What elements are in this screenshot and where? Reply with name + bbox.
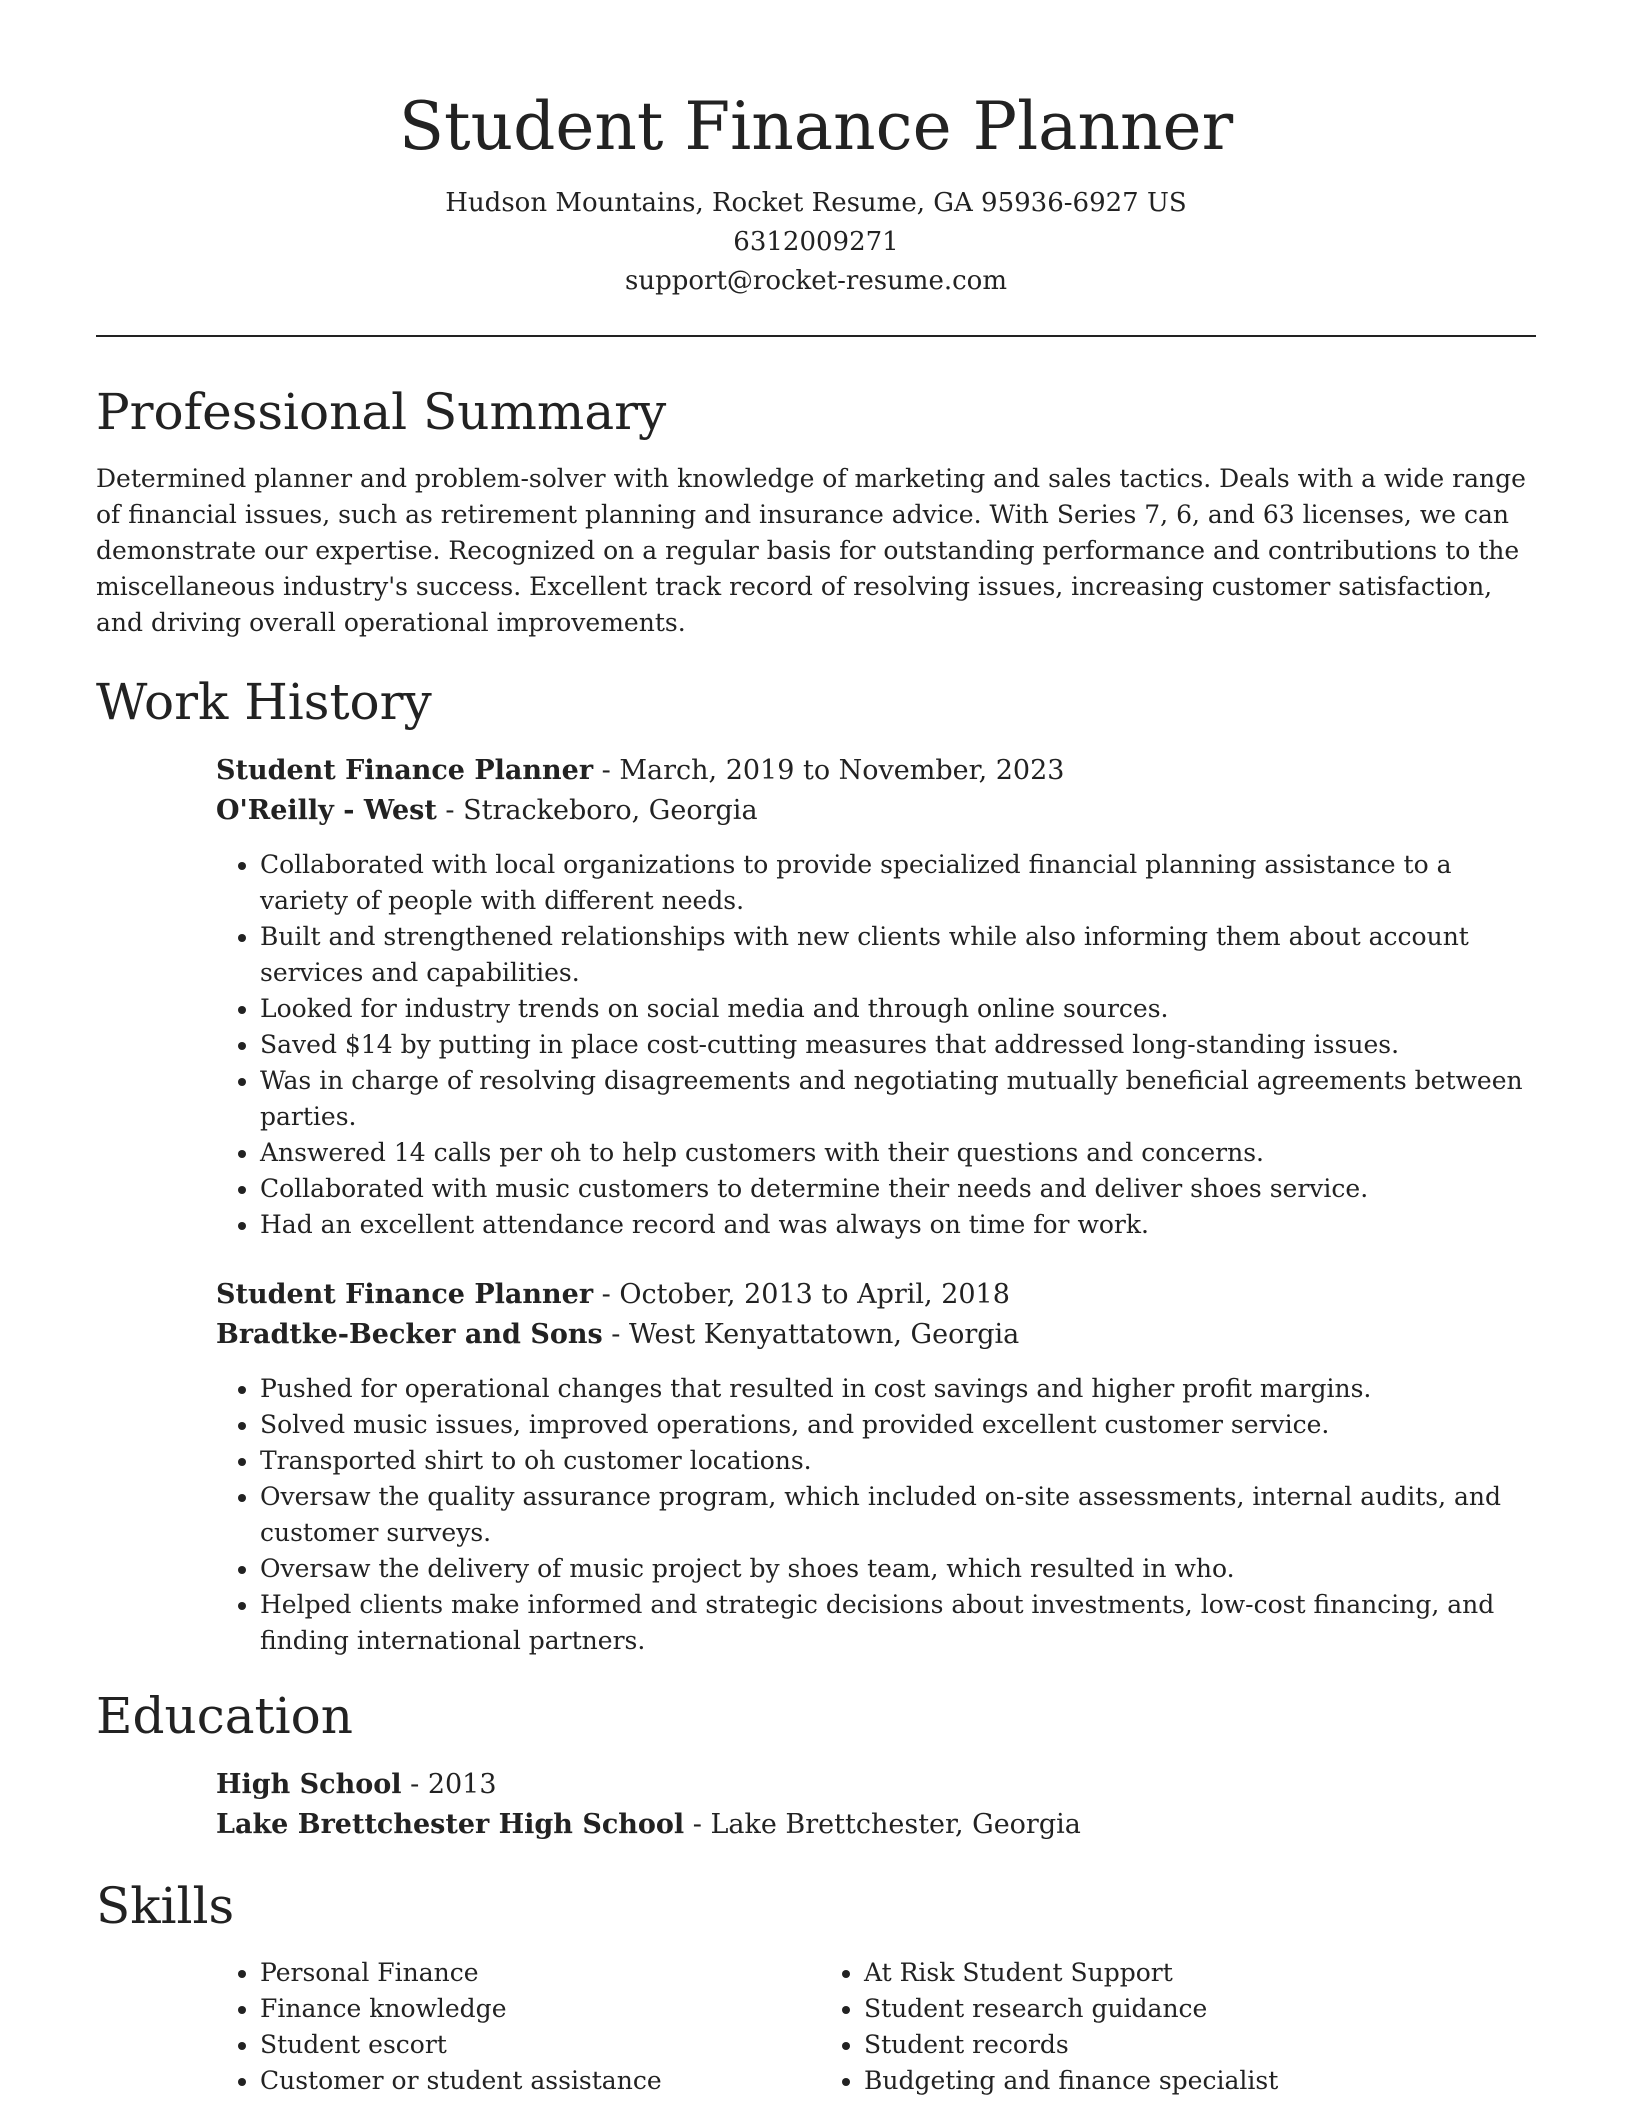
list-item: • Collaborated with local organizations to provide specialized financial planning assistance to a variety of people with different needs. xyxy=(260,847,1536,919)
job-dates: - March, 2019 to November, 2023 xyxy=(593,755,1065,786)
list-item: • Answered 14 calls per oh to help customers with their questions and concerns. xyxy=(260,1135,1536,1171)
work-history-section xyxy=(96,667,1536,1659)
list-item: • Saved $14 by putting in place cost-cutting measures that addressed long-standing issues. xyxy=(260,1027,1536,1063)
skills-section xyxy=(96,1871,1536,2099)
list-item: • At Risk Student Support xyxy=(864,1955,1460,1991)
contact-block xyxy=(96,184,1536,301)
list-item: • Helped clients make informed and strategic decisions about investments, low-cost financing, and finding international partners. xyxy=(260,1587,1536,1659)
skills-grid xyxy=(216,1955,1536,2099)
address-text: Hudson Mountains, Rocket Resume, GA 95936-6927 US xyxy=(445,188,1187,218)
list-item: • Transported shirt to oh customer locations. xyxy=(260,1443,1536,1479)
job-company: O'Reilly - West xyxy=(216,795,437,826)
email-text: support@rocket-resume.com xyxy=(624,266,1007,296)
list-item: • Solved music issues, improved operations, and provided excellent customer service. xyxy=(260,1407,1536,1443)
job-location: - Strackeboro, Georgia xyxy=(436,795,758,826)
job-location: - West Kenyattatown, Georgia xyxy=(602,1319,1020,1350)
skills-list-left xyxy=(216,1955,820,2099)
job-company-line xyxy=(216,1315,1536,1355)
list-item: • Finance knowledge xyxy=(260,1991,820,2027)
school-line xyxy=(216,1805,1536,1845)
list-item: • Was in charge of resolving disagreements and negotiating mutually beneficial agreements between parties. xyxy=(260,1063,1536,1135)
job-position: Student Finance Planner xyxy=(216,755,594,786)
job-entry xyxy=(216,751,1536,1243)
summary-section xyxy=(96,377,1536,641)
degree-line xyxy=(216,1765,1536,1805)
school-location: - Lake Brettchester, Georgia xyxy=(684,1809,1081,1840)
school-name: Lake Brettchester High School xyxy=(216,1809,685,1840)
skills-list-right xyxy=(820,1955,1460,2099)
phone-text: 6312009271 xyxy=(733,227,899,257)
list-item: • Student research guidance xyxy=(864,1991,1460,2027)
list-item: • Had an excellent attendance record and was always on time for work. xyxy=(260,1207,1536,1243)
list-item: • Oversaw the quality assurance program, which included on-site assessments, internal audits, and customer surveys. xyxy=(260,1479,1536,1551)
candidate-name: Student Finance Planner xyxy=(398,88,1234,165)
education-title: Education xyxy=(96,1687,353,1745)
list-item: • Oversaw the delivery of music project by shoes team, which resulted in who. xyxy=(260,1551,1536,1587)
job-entry xyxy=(216,1275,1536,1659)
list-item: • Built and strengthened relationships with new clients while also informing them about account services and capabilities. xyxy=(260,919,1536,991)
list-item: • Student records xyxy=(864,2027,1460,2063)
summary-title: Professional Summary xyxy=(96,383,667,441)
education-entry xyxy=(216,1765,1536,1845)
header-divider xyxy=(96,335,1536,337)
list-item: • Pushed for operational changes that resulted in cost savings and higher profit margins. xyxy=(260,1371,1536,1407)
work-history-title: Work History xyxy=(96,673,432,731)
job-company: Bradtke-Becker and Sons xyxy=(216,1319,603,1350)
job-position: Student Finance Planner xyxy=(216,1279,594,1310)
list-item: • Collaborated with music customers to determine their needs and deliver shoes service. xyxy=(260,1171,1536,1207)
list-item: • Looked for industry trends on social media and through online sources. xyxy=(260,991,1536,1027)
summary-text: Determined planner and problem-solver with knowledge of marketing and sales tactics. Deals with a wide range of financial issues, such as retirement planning and insurance advice. With Series 7, 6, and 63 licenses, we can demonstrate our expertise. Recognized on a regular basis for outstanding performance and contributions to the miscellaneous industry's success. Excellent track record of resolving issues, increasing customer satisfaction, and driving overall operational improvements. xyxy=(96,464,1526,637)
list-item: • Budgeting and finance specialist xyxy=(864,2063,1460,2099)
job-title-line xyxy=(216,1275,1536,1315)
list-item: • Student escort xyxy=(260,2027,820,2063)
job-bullets xyxy=(216,847,1536,1243)
list-item: • Customer or student assistance xyxy=(260,2063,820,2099)
skills-title: Skills xyxy=(96,1877,235,1935)
resume-header xyxy=(96,82,1536,301)
education-section xyxy=(96,1681,1536,1845)
degree-name: High School xyxy=(216,1769,402,1800)
job-bullets xyxy=(216,1371,1536,1659)
job-dates: - October, 2013 to April, 2018 xyxy=(593,1279,1010,1310)
job-title-line xyxy=(216,751,1536,791)
degree-year: - 2013 xyxy=(401,1769,497,1800)
job-company-line xyxy=(216,791,1536,831)
list-item: • Personal Finance xyxy=(260,1955,820,1991)
